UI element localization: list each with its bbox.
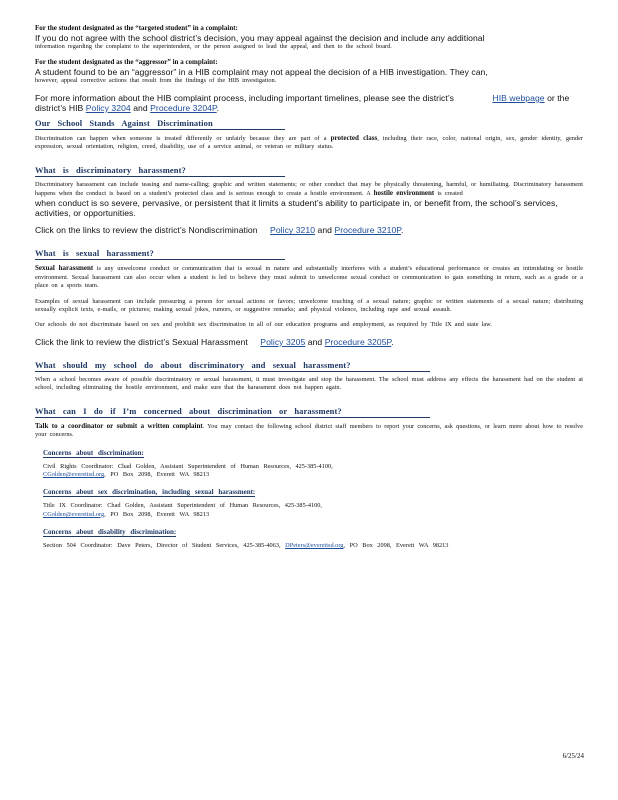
hostile-environment-definition: when conduct is so severe, pervasive, or persistent that it limits a student’s ability to participate in, or benefit from, the school’s services, activities, or opportunities. — [35, 198, 558, 219]
policy-3204-link[interactable]: Policy 3204 — [85, 102, 131, 113]
what-school-does-heading: What should my school do about discriminatory and sexual harassment? — [35, 360, 430, 372]
and-text: and — [307, 336, 323, 347]
sexual-harassment-body: is any unwelcome conduct or communication that is sexual in nature and substantially interferes with a student’s educational performance or creates an intimidating or hostile environment. Sexual harassment can also occur when a student is led to believe they must submit to unwelcome sexual conduct or communication to gain something in return, such as a grade or a place on a sports team. — [35, 265, 583, 290]
contact-email-line — [43, 511, 583, 519]
title-ix-statement: Our schools do not discriminate based on sex and prohibit sex discrimination in all of our education programs and employment, as required by Title IX and state law. — [35, 321, 492, 329]
protected-class-term: protected class — [330, 133, 378, 142]
is-created-text: is created — [437, 190, 463, 198]
sexual-harassment-review — [35, 337, 583, 347]
contact-email-line — [43, 471, 583, 479]
targeted-student-text-continued: information regarding the complaint to the superintendent, or the person assigned to lead the appeal, and then to the school board. — [35, 43, 392, 50]
contact-heading-sex-discrimination: Concerns about sex discrimination, including sexual harassment: — [43, 488, 256, 497]
discriminatory-harassment-body: Discriminatory harassment can include teasing and name-calling; graphic and written statements; or other conduct that may be physically threatening, harmful, or humiliating. Discriminatory harassment happens when the conduct is based on a student’s protected class and is serious enough to create a hostile environment. A — [35, 180, 583, 198]
contact-address: , PO Box 2098, Everett WA 98213 — [104, 470, 210, 478]
sexual-harassment-term: Sexual harassment — [35, 264, 94, 273]
contact-heading-discrimination: Concerns about discrimination: — [43, 448, 144, 457]
our-school-stands-heading: Our School Stands Against Discrimination — [35, 118, 285, 130]
period: . — [216, 102, 220, 113]
discriminatory-harassment-heading: What is discriminatory harassment? — [35, 165, 285, 177]
sexual-harassment-review-text: Click the link to review the district’s Sexual Harassment — [35, 336, 248, 347]
talk-to-coordinator-body: . You may contact the following school district staff members to report your concerns, ask questions, or learn more about how to resolve your concerns. — [35, 422, 583, 439]
contact-line-text: Section 504 Coordinator: Dave Peters, Director of Student Services, 425-385-4063, — [43, 542, 281, 550]
sexual-harassment-heading: What is sexual harassment? — [35, 248, 285, 260]
period: . — [400, 225, 404, 236]
policy-3210-link[interactable]: Policy 3210 — [270, 225, 316, 236]
discrimination-definition — [35, 134, 583, 152]
contact-sex-discrimination — [35, 479, 583, 519]
sexual-harassment-definition — [35, 264, 583, 290]
contact-line: Title IX Coordinator: Chad Golden, Assistant Superintendent of Human Resources, 425-385-4100, — [43, 502, 322, 510]
discrimination-text: Discrimination can happen when someone is treated differently or unfairly because they are part of a — [35, 134, 327, 142]
contact-line — [43, 542, 583, 550]
and-text: and — [317, 225, 332, 236]
contact-disability-discrimination — [35, 519, 583, 550]
what-school-does-text: When a school becomes aware of possible discriminatory or sexual harassment, it must investigate and stop the harassment. The school must address any effects the harassment had on the student at school, including eliminating the hostile environment, and make sure that the harassment does not happen again. — [35, 375, 583, 392]
procedure-3210p-link[interactable]: Procedure 3210P — [334, 225, 401, 236]
document-page — [35, 24, 583, 551]
targeted-student-text: If you do not agree with the school district’s decision, you may appeal against the decision and include any additional — [35, 33, 485, 43]
contact-address: , PO Box 2098, Everett WA 98213 — [104, 510, 210, 518]
discriminatory-harassment-text — [35, 181, 583, 199]
email-link[interactable]: CGolden@everettsd.org — [43, 470, 105, 478]
and-text: and — [133, 102, 148, 113]
procedure-3204p-link[interactable]: Procedure 3204P — [150, 102, 217, 113]
procedure-3205p-link[interactable]: Procedure 3205P — [324, 336, 392, 347]
talk-to-coordinator-bold: Talk to a coordinator or submit a written complaint — [35, 421, 203, 430]
hib-webpage-link[interactable]: HIB webpage — [492, 92, 545, 103]
contact-discrimination — [35, 440, 583, 480]
aggressor-text: A student found to be an “aggressor” in a HIB complaint may not appeal the decision of a HIB investigation. They can, — [35, 67, 488, 78]
targeted-student-heading: For the student designated as the “targeted student” in a complaint: — [35, 24, 238, 32]
aggressor-text-continued: however, appeal corrective actions that result from the findings of the HIB investigation. — [35, 77, 277, 85]
contact-heading-disability: Concerns about disability discrimination: — [43, 528, 177, 537]
hib-more-info — [35, 93, 583, 113]
nondiscrimination-review-text: Click on the links to review the district’s Nondiscrimination — [35, 225, 258, 236]
sexual-harassment-examples: Examples of sexual harassment can include pressuring a person for sexual actions or favors; unwelcome touching of a sexual nature; graphic or written statements of a sexual nature; distributing sexually explicit texts, e-mails, or pictures; making sexual jokes, rumors, or suggestive remarks; and physical violence, including rape and sexual assault. — [35, 297, 583, 314]
hostile-environment-term: hostile environment — [373, 189, 435, 198]
email-link[interactable]: CGolden@everettsd.org — [43, 510, 105, 518]
discrimination-text-continued: , including their race, color, national origin, sex, gender identity, gender expression, sexual orientation, religion, creed, disability, use of a service animal, or veteran or military status. — [35, 134, 583, 151]
period: . — [391, 336, 394, 347]
hib-more-info-text: For more information about the HIB complaint process, including important timelines, please see the district’s — [35, 92, 454, 103]
aggressor-heading: For the student designated as the “aggressor” in a complaint: — [35, 58, 218, 67]
concerned-heading: What can I do if I’m concerned about discrimination or harassment? — [35, 406, 430, 418]
talk-to-coordinator-text — [35, 422, 583, 440]
email-link[interactable]: DPeters@everettsd.org — [285, 542, 344, 550]
contact-address: , PO Box 2098, Everett WA 98213 — [343, 542, 449, 550]
nondiscrimination-review — [35, 225, 583, 235]
contact-line: Civil Rights Coordinator: Chad Golden, Assistant Superintendent of Human Resources, 425-385-4100, — [43, 462, 333, 470]
policy-3205-link[interactable]: Policy 3205 — [260, 336, 306, 347]
footer-date: 6/25/24 — [562, 752, 584, 760]
hib-or-text: or the district’s HIB — [35, 92, 570, 113]
